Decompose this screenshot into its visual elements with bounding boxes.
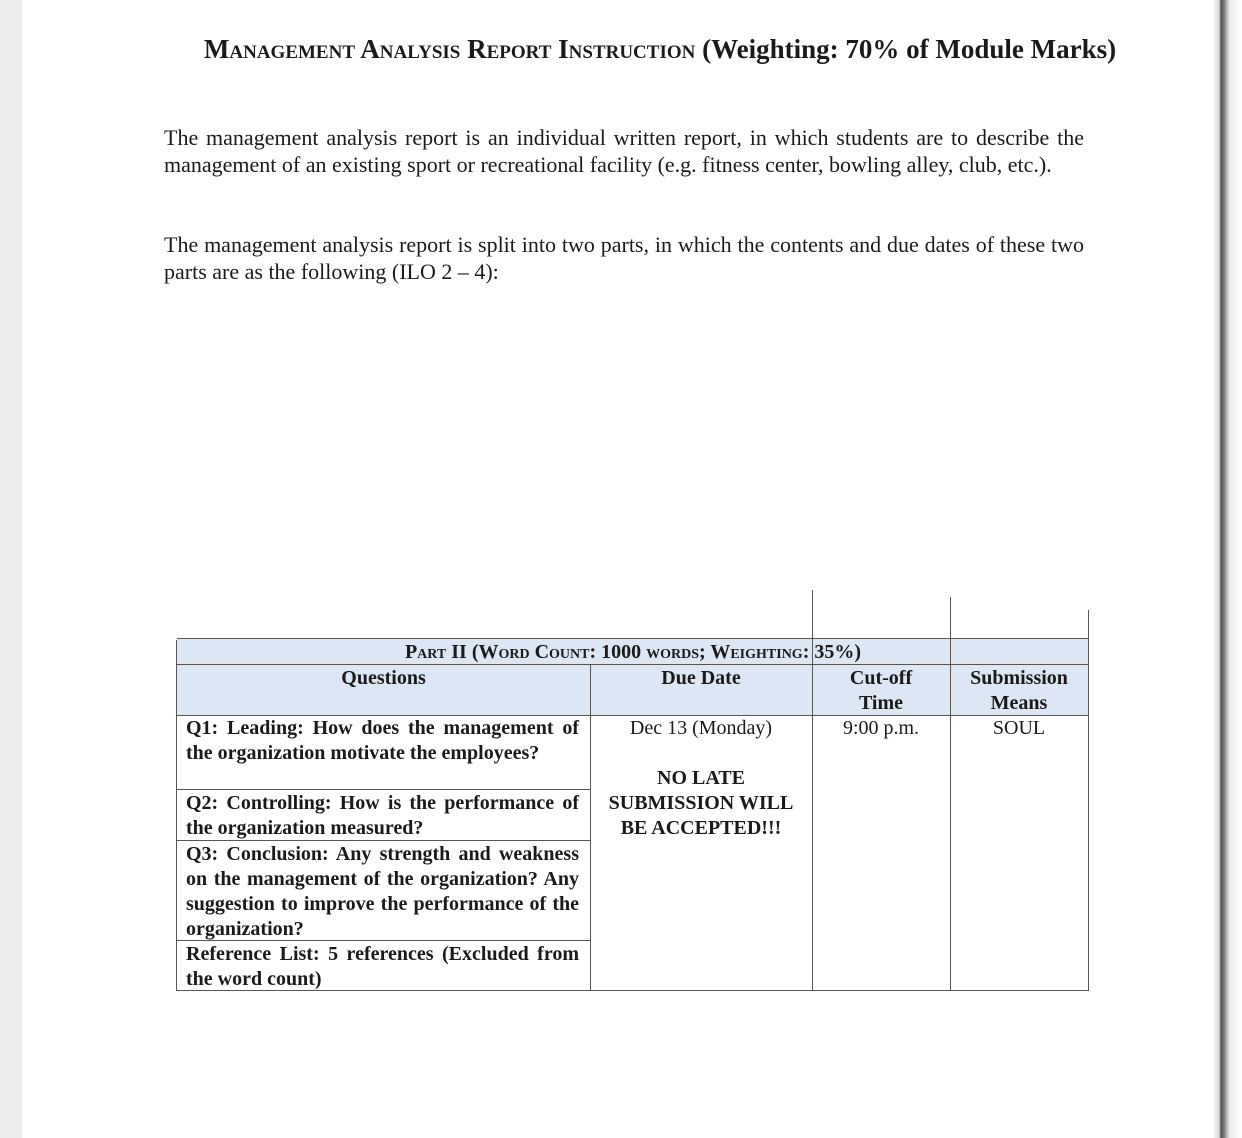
table-left-border	[176, 640, 177, 991]
late-notice-line1: NO LATE	[657, 767, 745, 789]
reference-list: Reference List: 5 references (Excluded from the word count)	[186, 943, 579, 990]
document-title	[160, 34, 1160, 65]
viewer-left-margin	[0, 0, 22, 1138]
due-date-value: Dec 13 (Monday)	[629, 717, 773, 739]
header-questions: Questions	[341, 667, 426, 689]
late-notice-line2: SUBMISSION WILL	[608, 792, 794, 814]
intro-paragraph: The management analysis report is an individual written report, in which students are to describe the management of an existing sport or recreational facility (e.g. fitness center, bowling alley, club, etc.).	[164, 125, 1084, 177]
part-two-title: Part II (Word Count: 1000 words; Weighting: 35%)	[404, 641, 862, 663]
header-cutoff-line1: Cut-off	[849, 667, 913, 689]
question-q1: Q1: Leading: How does the management of the organization motivate the employees?	[186, 717, 579, 764]
submission-means-value: SOUL	[992, 717, 1046, 739]
header-cutoff-line2: Time	[858, 692, 904, 714]
header-submission-line1: Submission	[970, 667, 1068, 689]
q1-divider	[177, 789, 590, 790]
cutoff-time-value: 9:00 p.m.	[842, 717, 920, 739]
parts-paragraph: The management analysis report is split into two parts, in which the contents and due dates of these two parts are as the following (ILO 2 – 4):	[164, 232, 1084, 284]
header-due-date: Due Date	[661, 667, 741, 689]
late-notice-line3: BE ACCEPTED!!!	[620, 817, 782, 839]
title-weighting: (Weighting: 70% of Module Marks)	[702, 34, 1117, 64]
viewer-scrollbar[interactable]	[1214, 0, 1242, 1138]
question-q2: Q2: Controlling: How is the performance of the organization measured?	[186, 792, 579, 839]
title-main: Management Analysis Report Instruction	[203, 34, 696, 64]
table-top-border	[177, 638, 1089, 639]
header-submission-line2: Means	[990, 692, 1048, 714]
table-right-border	[1088, 610, 1089, 991]
question-q3: Q3: Conclusion: Any strength and weakness on the management of the organization? Any suggestion to improve the performance of the organization?	[186, 843, 579, 940]
